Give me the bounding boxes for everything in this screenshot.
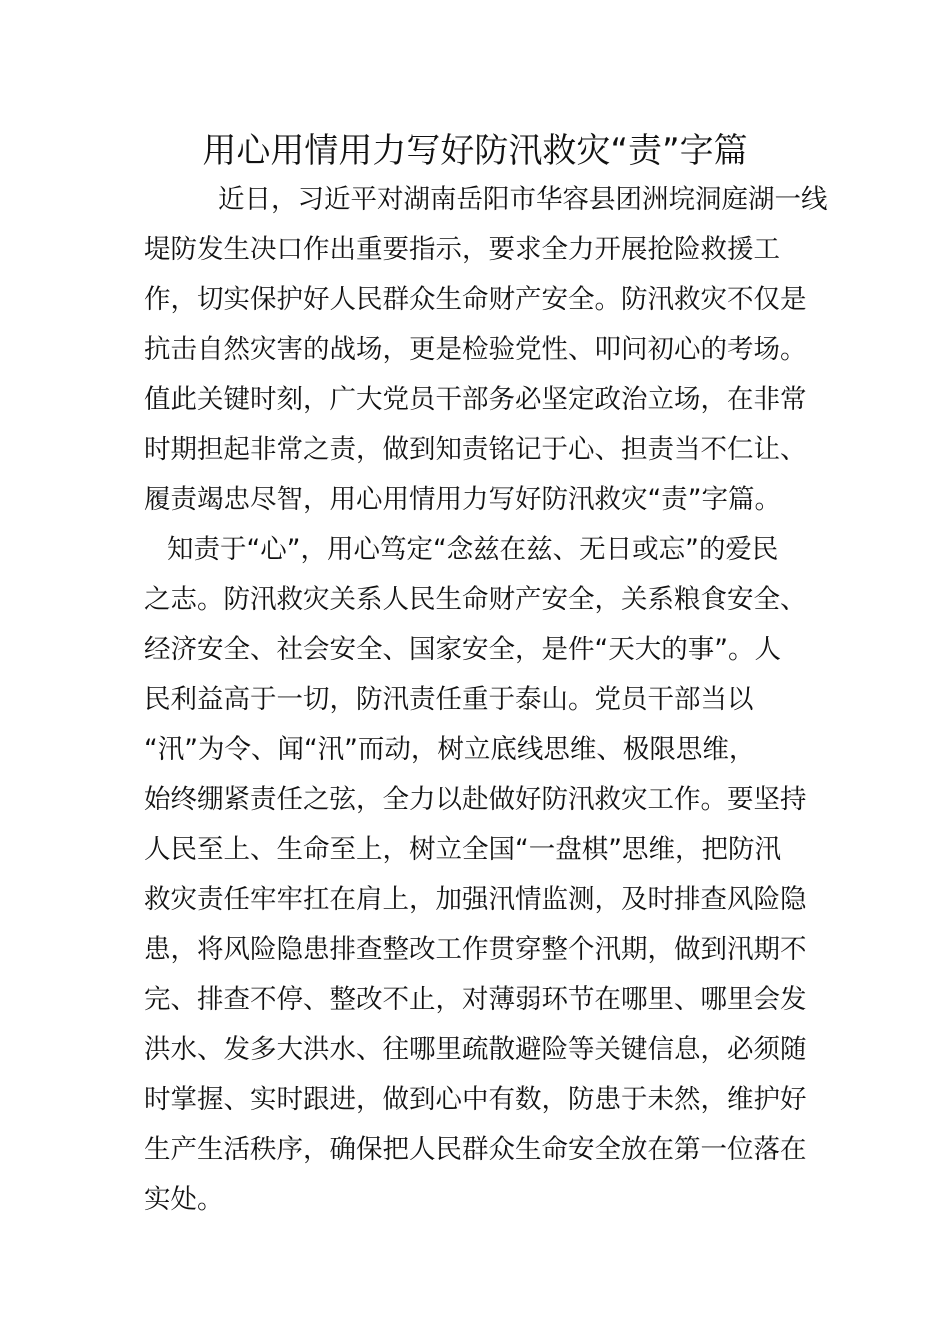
body-line: 履责竭忠尽智，用心用情用力写好防汛救灾“责”字篇。 [144,484,781,515]
body-line: 始终绷紧责任之弦，全力以赴做好防汛救灾工作。要坚持 [144,784,807,815]
body-line: 堤防发生决口作出重要指示，要求全力开展抢险救援工 [144,234,780,265]
body-line: 实处。 [144,1184,224,1215]
body-line: 知责于“心”，用心笃定“念兹在兹、无日或忘”的爱民 [167,534,779,565]
body-line: 时掌握、实时跟进，做到心中有数，防患于未然，维护好 [144,1084,807,1115]
body-line: 救灾责任牢牢扛在肩上，加强汛情监测，及时排查风险隐 [144,884,807,915]
body-line: 抗击自然灾害的战场，更是检验党性、叩问初心的考场。 [144,334,807,365]
body-line: 患，将风险隐患排查整改工作贯穿整个汛期，做到汛期不 [144,934,807,965]
body-line: 民利益高于一切，防汛责任重于泰山。党员干部当以 [144,684,754,715]
body-line: 作，切实保护好人民群众生命财产安全。防汛救灾不仅是 [144,284,807,315]
body-line: 洪水、发多大洪水、往哪里疏散避险等关键信息，必须随 [144,1034,807,1065]
body-line: 生产生活秩序，确保把人民群众生命安全放在第一位落在 [144,1134,807,1165]
body-line: 人民至上、生命至上，树立全国“一盘棋”思维，把防汛 [144,834,781,865]
body-line: 时期担起非常之责，做到知责铭记于心、担责当不仁让、 [144,434,807,465]
body-line: “汛”为令、闻“汛”而动，树立底线思维、极限思维， [144,734,756,765]
body-line: 经济安全、社会安全、国家安全，是件“天大的事”。人 [144,634,781,665]
body-line: 完、排查不停、整改不止，对薄弱环节在哪里、哪里会发 [144,984,807,1015]
document-title: 用心用情用力写好防汛救灾“责”字篇 [202,131,748,171]
body-line: 之志。防汛救灾关系人民生命财产安全，关系粮食安全、 [144,584,807,615]
body-line: 近日，习近平对湖南岳阳市华容县团洲垸洞庭湖一线 [218,184,828,215]
body-line: 值此关键时刻，广大党员干部务必坚定政治立场，在非常 [144,384,807,415]
